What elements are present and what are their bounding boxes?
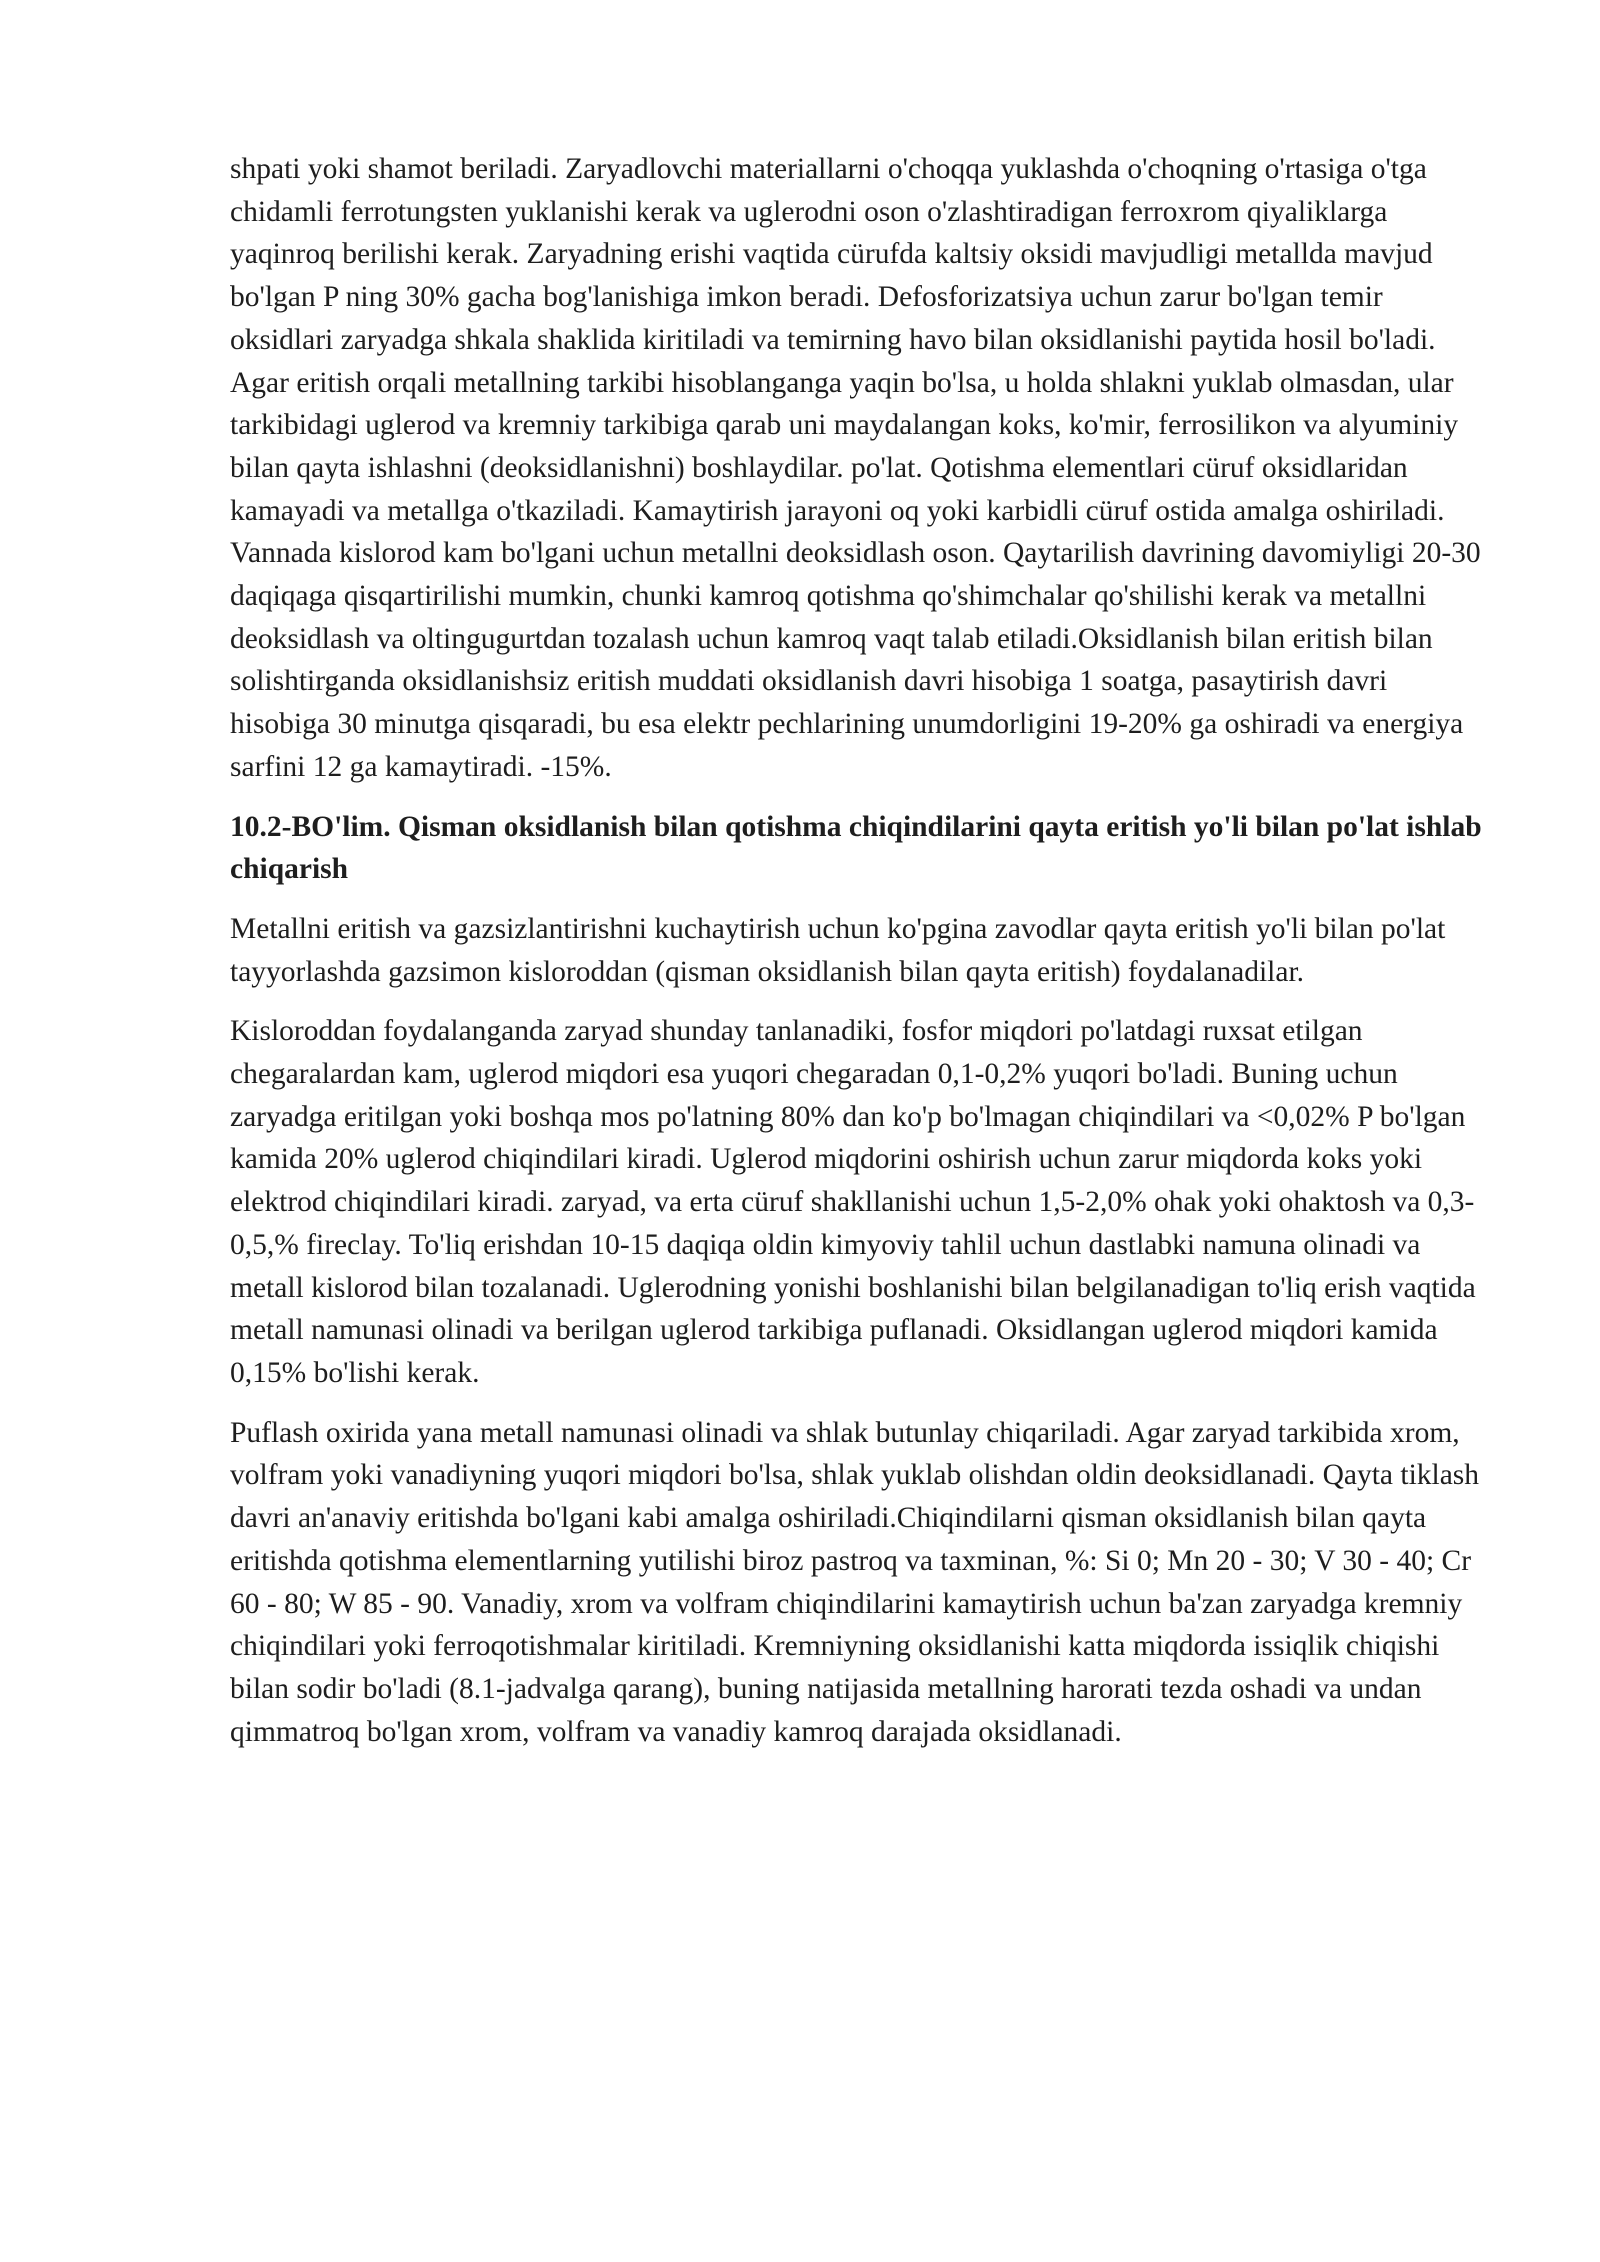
document-body: [230, 148, 1492, 1770]
paragraph-4: Puflash oxirida yana metall namunasi olinadi va shlak butunlay chiqariladi. Agar zaryad tarkibida xrom, volfram yoki vanadiyning yuqori miqdori bo'lsa, shlak yuklab olishdan oldin deoksidlanadi. Qayta tiklash davri an'anaviy eritishda bo'lgani kabi amalga oshiriladi.Chiqindilarni qisman oksidlanish bilan qayta eritishda qotishma elementlarning yutilishi biroz pastroq va taxminan, %: Si 0; Mn 20 - 30; V 30 - 40; Cr 60 - 80; W 85 - 90. Vanadiy, xrom va volfram chiqindilarini kamaytirish uchun ba'zan zaryadga kremniy chiqindilari yoki ferroqotishmalar kiritiladi. Kremniyning oksidlanishi katta miqdorda issiqlik chiqishi bilan sodir bo'ladi (8.1-jadvalga qarang), buning natijasida metallning harorati tezda oshadi va undan qimmatroq bo'lgan xrom, volfram va vanadiy kamroq darajada oksidlanadi.: [230, 1416, 1480, 1748]
section-heading: 10.2-BO'lim. Qisman oksidlanish bilan qotishma chiqindilarini qayta eritish yo'li bilan po'lat ishlab chiqarish: [230, 810, 1482, 886]
paragraph-3: Kisloroddan foydalanganda zaryad shunday tanlanadiki, fosfor miqdori po'latdagi ruxsat etilgan chegaralardan kam, uglerod miqdori esa yuqori chegaradan 0,1-0,2% yuqori bo'ladi. Buning uchun zaryadga eritilgan yoki boshqa mos po'latning 80% dan ko'p bo'lmagan chiqindilari va <0,02% P bo'lgan kamida 20% uglerod chiqindilari kiradi. Uglerod miqdorini oshirish uchun zarur miqdorda koks yoki elektrod chiqindilari kiradi. zaryad, va erta cüruf shakllanishi uchun 1,5-2,0% ohak yoki ohaktosh va 0,3-0,5,% fireclay. To'liq erishdan 10-15 daqiqa oldin kimyoviy tahlil uchun dastlabki namuna olinadi va metall kislorod bilan tozalanadi. Uglerodning yonishi boshlanishi bilan belgilanadigan to'liq erish vaqtida metall namunasi olinadi va berilgan uglerod tarkibiga puflanadi. Oksidlangan uglerod miqdori kamida 0,15% bo'lishi kerak.: [230, 1015, 1476, 1389]
paragraph-2: Metallni eritish va gazsizlantirishni kuchaytirish uchun ko'pgina zavodlar qayta eritish yo'li bilan po'lat tayyorlashda gazsimon kisloroddan (qisman oksidlanish bilan qayta eritish) foydalanadilar.: [230, 912, 1446, 988]
paragraph-1: shpati yoki shamot beriladi. Zaryadlovchi materiallarni o'choqqa yuklashda o'choqning o'rtasiga o'tga chidamli ferrotungsten yuklanishi kerak va uglerodni oson o'zlashtiradigan ferroxrom qiyaliklarga yaqinroq berilishi kerak. Zaryadning erishi vaqtida cürufda kaltsiy oksidi mavjudligi metallda mavjud bo'lgan P ning 30% gacha bog'lanishiga imkon beradi. Defosforizatsiya uchun zarur bo'lgan temir oksidlari zaryadga shkala shaklida kiritiladi va temirning havo bilan oksidlanishi paytida hosil bo'ladi. Agar eritish orqali metallning tarkibi hisoblanganga yaqin bo'lsa, u holda shlakni yuklab olmasdan, ular tarkibidagi uglerod va kremniy tarkibiga qarab uni maydalangan koks, ko'mir, ferrosilikon va alyuminiy bilan qayta ishlashni (deoksidlanishni) boshlaydilar. po'lat. Qotishma elementlari cüruf oksidlaridan kamayadi va metallga o'tkaziladi. Kamaytirish jarayoni oq yoki karbidli cüruf ostida amalga oshiriladi. Vannada kislorod kam bo'lgani uchun metallni deoksidlash oson. Qaytarilish davrining davomiyligi 20-30 daqiqaga qisqartirilishi mumkin, chunki kamroq qotishma qo'shimchalar qo'shilishi kerak va metallni deoksidlash va oltingugurtdan tozalash uchun kamroq vaqt talab etiladi.Oksidlanish bilan eritish bilan solishtirganda oksidlanishsiz eritish muddati oksidlanish davri hisobiga 1 soatga, pasaytirish davri hisobiga 30 minutga qisqaradi, bu esa elektr pechlarining unumdorligini 19-20% ga oshiradi va energiya sarfini 12 ga kamaytiradi. -15%.: [230, 153, 1481, 783]
